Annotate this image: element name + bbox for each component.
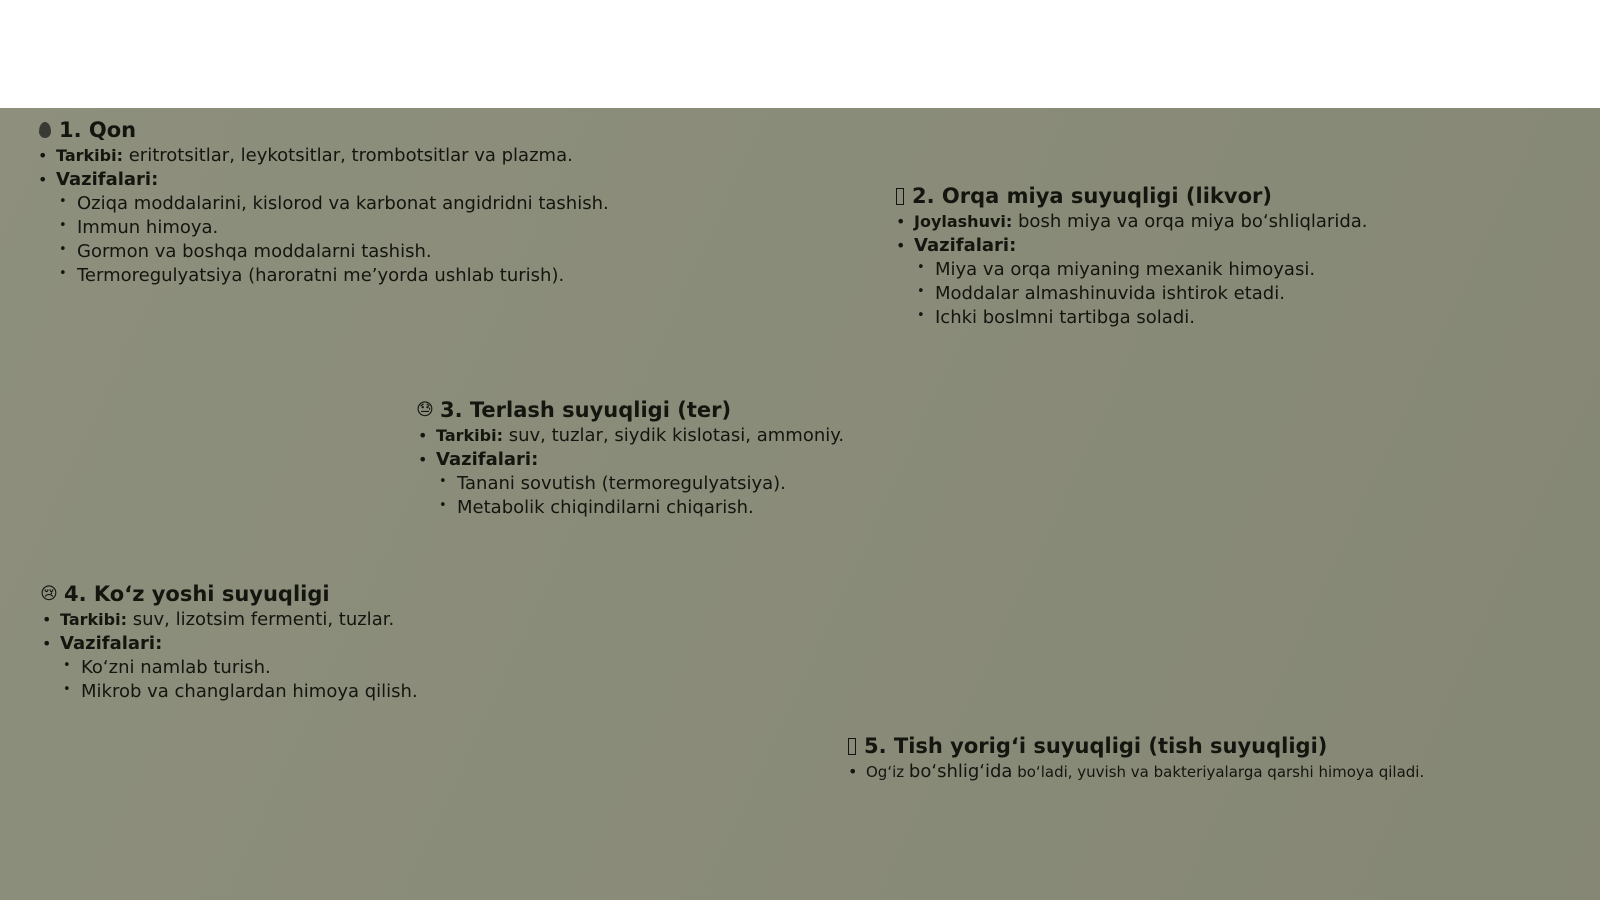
section-sweat-title: 3. Terlash suyuqligi (ter) <box>440 398 732 422</box>
section-tears-list <box>40 608 418 704</box>
section-tears <box>40 580 418 704</box>
section-gingival-list <box>846 760 1424 784</box>
list-item: • Og‘iz bo‘shlig‘ida bo‘ladi, yuvish va bakteriyalarga qarshi himoya qiladi. <box>846 760 1424 784</box>
section-sweat <box>416 396 844 520</box>
list-item: • Vazifalari: <box>36 168 609 192</box>
section-gingival-heading <box>846 732 1424 760</box>
tooth-icon <box>848 738 856 755</box>
section-blood <box>36 116 609 288</box>
sweat-face-icon: 😓 <box>416 400 434 420</box>
section-csf <box>894 182 1368 330</box>
list-item: • Miya va orqa miyaning mexanik himoyasi. <box>894 258 1368 282</box>
section-tears-heading <box>40 580 418 608</box>
section-blood-title: 1. Qon <box>59 118 137 142</box>
list-item: • Mikrob va changlardan himoya qilish. <box>40 680 418 704</box>
list-item: • Ko‘zni namlab turish. <box>40 656 418 680</box>
list-item: • Termoregulyatsiya (haroratni me’yorda ushlab turish). <box>36 264 609 288</box>
section-csf-title: 2. Orqa miya suyuqligi (likvor) <box>912 184 1272 208</box>
list-item: • Ichki boslmni tartibga soladi. <box>894 306 1368 330</box>
list-item: • Tarkibi: suv, lizotsim fermenti, tuzlar. <box>40 608 418 632</box>
section-sweat-heading <box>416 396 844 424</box>
list-item: • Vazifalari: <box>40 632 418 656</box>
list-item: • Gormon va boshqa moddalarni tashish. <box>36 240 609 264</box>
section-gingival <box>846 732 1424 784</box>
section-gingival-title: 5. Tish yorig‘i suyuqligi (tish suyuqligi) <box>864 734 1328 758</box>
list-item: • Joylashuvi: bosh miya va orqa miya bo‘shliqlarida. <box>894 210 1368 234</box>
section-csf-list <box>894 210 1368 330</box>
list-item: • Tarkibi: suv, tuzlar, siydik kislotasi, ammoniy. <box>416 424 844 448</box>
list-item: • Metabolik chiqindilarni chiqarish. <box>416 496 844 520</box>
brain-icon <box>896 188 904 205</box>
list-item: • Tanani sovutish (termoregulyatsiya). <box>416 472 844 496</box>
list-item: • Vazifalari: <box>416 448 844 472</box>
blood-drop-icon <box>39 122 51 138</box>
section-sweat-list <box>416 424 844 520</box>
list-item: • Tarkibi: eritrotsitlar, leykotsitlar, trombotsitlar va plazma. <box>36 144 609 168</box>
list-item: • Oziqa moddalarini, kislorod va karbonat angidridni tashish. <box>36 192 609 216</box>
section-tears-title: 4. Ko‘z yoshi suyuqligi <box>64 582 330 606</box>
slide-background <box>0 108 1600 900</box>
section-csf-heading <box>894 182 1368 210</box>
list-item: • Moddalar almashinuvida ishtirok etadi. <box>894 282 1368 306</box>
section-blood-list <box>36 144 609 288</box>
section-blood-heading <box>36 116 609 144</box>
list-item: • Immun himoya. <box>36 216 609 240</box>
crying-face-icon: 😢 <box>40 584 58 604</box>
list-item: • Vazifalari: <box>894 234 1368 258</box>
